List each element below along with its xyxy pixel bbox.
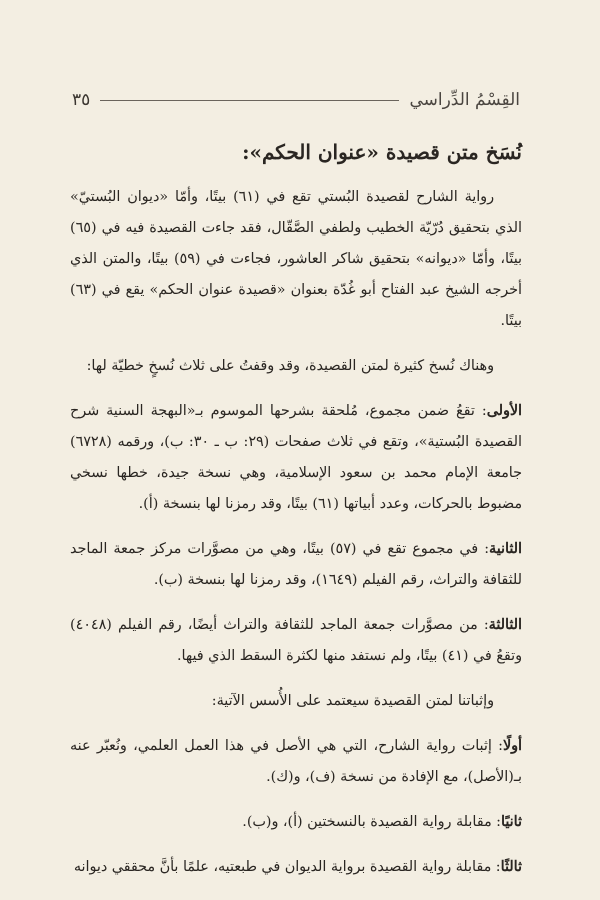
page-body <box>70 140 522 897</box>
paragraph-principles-intro: وإثباتنا لمتن القصيدة سيعتمد على الأُسس الآتية: <box>211 693 494 709</box>
page-number: ٣٥ <box>72 90 91 110</box>
third-copy-lead: الثالثة <box>488 617 522 633</box>
section-title: القِسْمُ الدِّراسي <box>409 90 520 110</box>
section-heading: نُسَخ متن قصيدة «عنوان الحكم»: <box>242 140 522 164</box>
first-copy-lead: الأولى <box>486 403 522 419</box>
paragraph-first-copy: الأولى: تقعُ ضمن مجموع، مُلحقة بشرحها الموسوم بـ«البهجة السنية شرح القصيدة البُستية»، وتقع في ثلاث صفحات (٢٩: ب ـ ٣٠: ب)، ورقمه (٦٧٢٨) جامعة الإمام محمد بن سعود الإسلامية، وهي نسخة جيدة، خطها نسخي مضبوط بالحركات، وعدد أبياتها (٦١) بيتًا، وقد رمزنا لها بنسخة (أ). <box>70 403 522 512</box>
paragraph-second-copy: الثانية: في مجموع تقع في (٥٧) بيتًا، وهي من مصوَّرات مركز جمعة الماجد للثقافة والتراث، رقم الفيلم (١٦٤٩)، وقد رمزنا لها بنسخة (ب). <box>70 541 522 588</box>
paragraph-third-copy: الثالثة: من مصوَّرات جمعة الماجد للثقافة والتراث أيضًا، رقم الفيلم (٤٠٤٨) وتقعُ في (٤١) بيتًا، ولم نستفد منها لكثرة السقط الذي فيها. <box>70 617 522 664</box>
paragraph-narrator-version: رواية الشارح لقصيدة البُستي تقع في (٦١) بيتًا، وأمّا «ديوان البُستيّ» الذي بتحقيق دُرّيّة الخطيب ولطفي الصَّقّال، فقد جاءت القصيدة فيه في (٦٥) بيتًا، وأمّا «ديوانه» بتحقيق شاكر العاشور، فجاءت في (٥٩) بيتًا، والمتن الذي أخرجه الشيخ عبد الفتاح أبو غُدّة بعنوان «قصيدة عنوان الحكم» يقع في (٦٣) بيتًا. <box>70 189 522 329</box>
running-header <box>72 88 520 112</box>
paragraph-principle-first: أولًا: إثبات رواية الشارح، التي هي الأصل في هذا العمل العلمي، ونُعبّر عنه بـ(الأصل)، مع الإفادة من نسخة (ف)، و(ك). <box>70 738 522 785</box>
paragraph-manuscripts-intro: وهناك نُسخ كثيرة لمتن القصيدة، وقد وقفتُ على ثلاث نُسخٍ خطيّة لها: <box>86 358 494 374</box>
principle-first-lead: أولًا <box>502 738 522 754</box>
header-rule <box>100 100 399 101</box>
paragraph-principle-third: ثالثًا: مقابلة رواية القصيدة برواية الديوان في طبعتيه، علمًا بأنَّ محققي ديوانه <box>73 859 522 875</box>
second-copy-lead: الثانية <box>489 541 522 557</box>
paragraph-principle-second: ثانيًا: مقابلة رواية القصيدة بالنسختين (أ)، و(ب). <box>242 814 522 830</box>
principle-second-lead: ثانيًا <box>501 814 522 830</box>
principle-third-lead: ثالثًا <box>500 859 522 875</box>
